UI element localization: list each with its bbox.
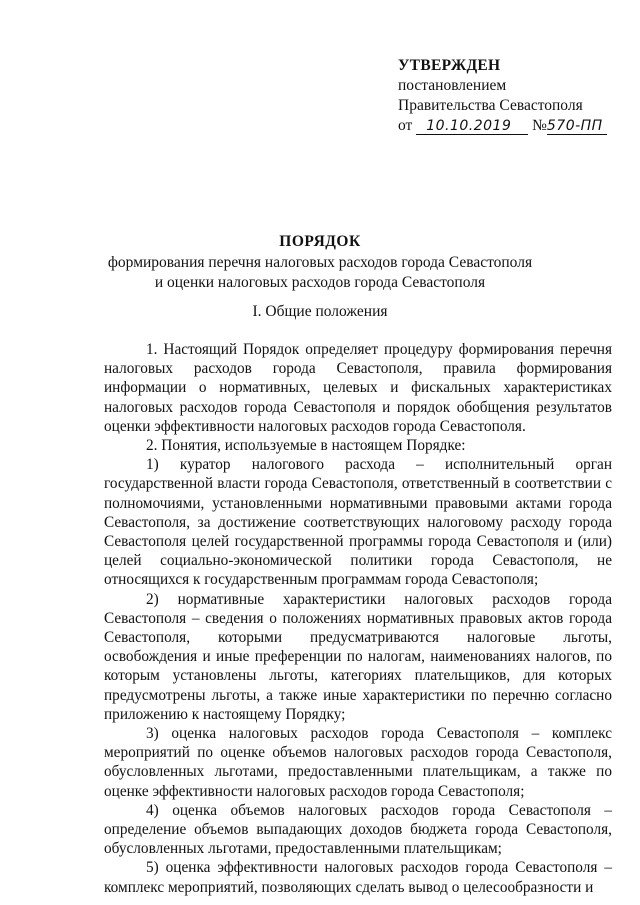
approval-number-field (547, 118, 607, 135)
document-subtitle (0, 253, 640, 293)
subtitle-line-1: формирования перечня налоговых расходов города Севастополя (107, 254, 533, 271)
approval-date-field (416, 118, 528, 135)
paragraph: 3) оценка налоговых расходов города Севастополя – комплекс мероприятий по оценке объемов налоговых расходов города Севастополя, обусловленных льготами, предоставленными плательщикам, а также по оценке эффективности налоговых расходов города Севастополя; (104, 725, 612, 800)
approval-date-line (398, 116, 607, 136)
paragraph: 4) оценка объемов налоговых расходов города Севастополя – определение объемов выпадающих доходов бюджета города Севастополя, обусловленных льготами, предоставленными плательщикам; (104, 801, 612, 858)
paragraph: 2) нормативные характеристики налоговых расходов города Севастополя – сведения о положениях нормативных правовых актов города Севастополя, которыми предусматриваются налоговые льготы, освобождения и иные преференции по налогам, наименованиях налогов, по которым установлены льготы, категориях плательщиков, для которых предусмотрены льготы, а также иные характеристики по перечню согласно приложению к настоящему Порядку; (104, 590, 612, 723)
section-title: I. Общие положения (252, 303, 388, 320)
approval-line-2: Правительства Севастополя (398, 97, 583, 114)
paragraph: 1. Настоящий Порядок определяет процедуру формирования перечня налоговых расходов города Севастополя, правила формирования информации о нормативных, целевых и фискальных характеристиках налоговых расходов города Севастополя и порядок обобщения результатов оценки эффективности налоговых расходов города Севастополя. (104, 341, 612, 435)
paragraph: 2. Понятия, используемые в настоящем Порядке: (146, 437, 466, 455)
paragraph: 1) куратор налогового расхода – исполнительный орган государственной власти города Севастополя, ответственный в соответствии с полномочиями, установленными нормативными правовыми актами города Севастополя, за достижение соответствующих налоговому расходу города Севастополя целей государственной программы города Севастополя и (или) целей социально-экономической политики города Севастополя, не относящихся к государственным программам города Севастополя; (104, 456, 612, 589)
approval-heading: УТВЕРЖДЕН (398, 57, 501, 74)
from-prefix: от (398, 117, 413, 134)
number-prefix: № (532, 117, 547, 134)
document-body (104, 340, 612, 897)
approval-block (398, 56, 607, 136)
document-title: ПОРЯДОК (279, 233, 361, 250)
approval-date: 10.10.2019 (426, 118, 512, 134)
approval-line-1: постановлением (398, 77, 507, 94)
subtitle-line-2: и оценки налоговых расходов города Севастополя (154, 274, 486, 291)
paragraph: 5) оценка эффективности налоговых расходов города Севастополя – комплекс мероприятий, позволяющих сделать вывод о целесообразности и (104, 859, 612, 896)
approval-number: 570-ПП (546, 118, 603, 134)
